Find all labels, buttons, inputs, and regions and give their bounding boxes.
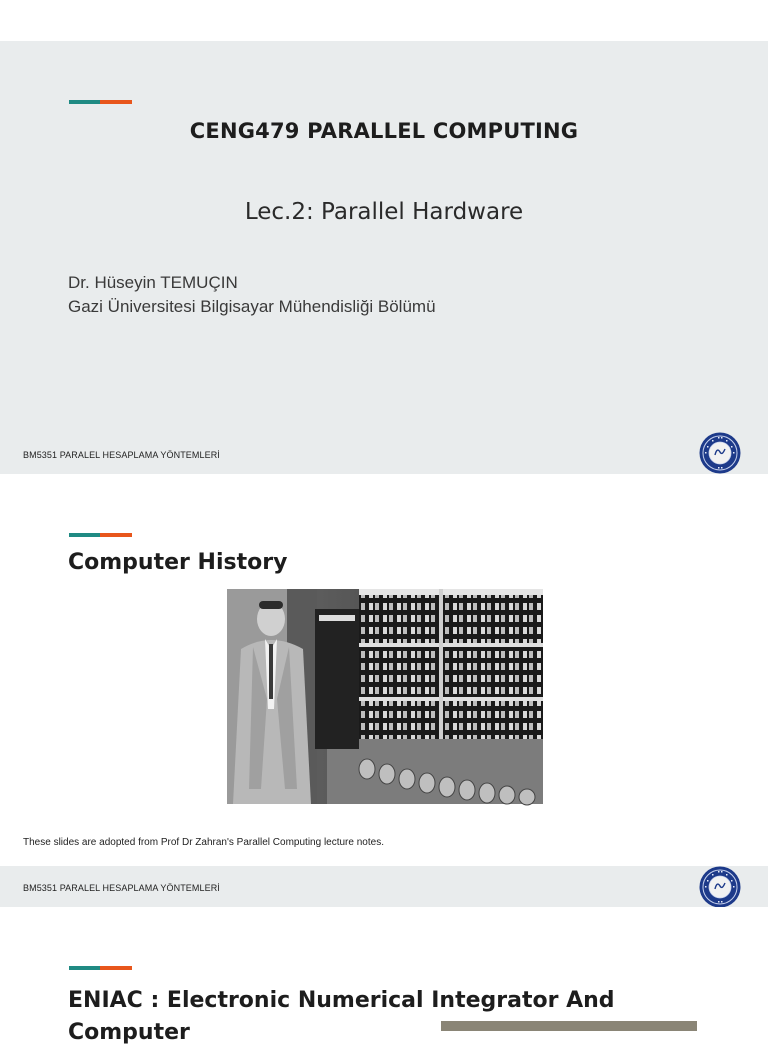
slide-heading: Computer History [68,550,288,575]
course-title: CENG479 PARALLEL COMPUTING [189,119,579,143]
accent-bar [69,100,132,104]
accent-bar [69,533,132,537]
eniac-photo [441,1021,697,1031]
slide-eniac [0,907,768,1045]
slide-footer: BM5351 PARALEL HESAPLAMA YÖNTEMLERİ [23,450,220,460]
source-note: These slides are adopted from Prof Dr Zahran's Parallel Computing lecture notes. [23,837,384,848]
accent-bar [69,966,132,970]
slide-computer-history [0,474,768,907]
historic-computer-photo [227,589,543,804]
slide-heading: ENIAC : Electronic Numerical Integrator And Computer [68,988,615,1045]
slide-footer-bar [0,866,768,907]
author-name: Dr. Hüseyin TEMUÇIN [68,273,238,292]
gazi-university-seal-icon [699,432,741,474]
gazi-university-seal-icon [699,866,741,908]
author-department: Gazi Üniversitesi Bilgisayar Mühendisliği Bölümü [68,297,436,316]
slide-footer: BM5351 PARALEL HESAPLAMA YÖNTEMLERİ [23,883,220,893]
lecture-subtitle: Lec.2: Parallel Hardware [244,199,524,225]
slide-title [0,41,768,474]
